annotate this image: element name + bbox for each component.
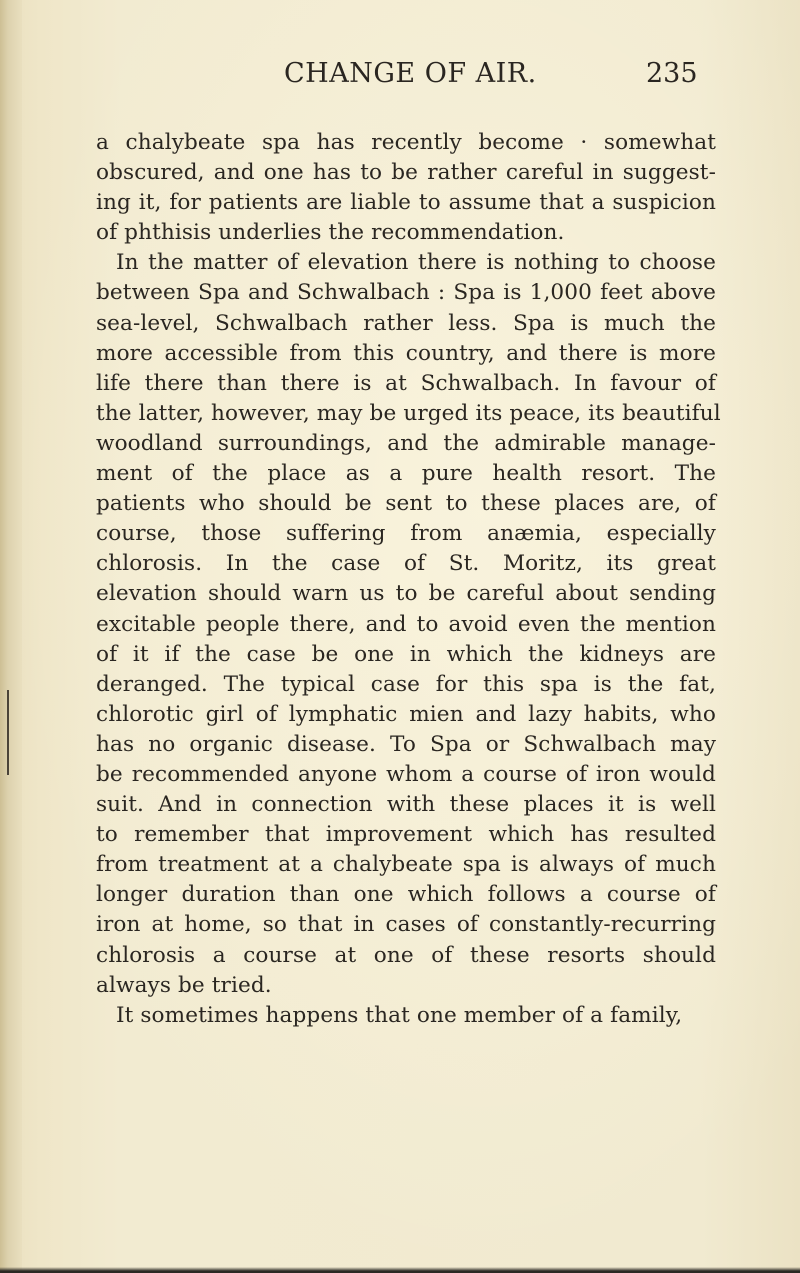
text-line: more accessible from this country, and there is more	[96, 340, 716, 366]
text-line: the latter, however, may be urged its peace, its beautiful	[96, 400, 721, 426]
text-line: deranged. The typical case for this spa is the fat,	[96, 671, 716, 697]
text-line: woodland surroundings, and the admirable manage-	[96, 430, 716, 456]
running-title: CHANGE OF AIR.	[284, 58, 537, 89]
text-line: be recommended anyone whom a course of iron would	[96, 761, 716, 787]
page-bottom-edge	[0, 1267, 800, 1273]
text-line: patients who should be sent to these places are, of	[96, 491, 716, 517]
spine-mark	[7, 690, 9, 775]
text-line: life there than there is at Schwalbach. In favour of	[96, 370, 716, 396]
text-line: In the matter of elevation there is nothing to choose	[116, 250, 716, 276]
text-line: a chalybeate spa has recently become · somewhat	[96, 130, 716, 155]
text-line: chlorosis. In the case of St. Moritz, its great	[96, 551, 716, 577]
text-line: course, those suffering from anæmia, especially	[96, 521, 716, 547]
text-line: of phthisis underlies the recommendation.	[96, 220, 565, 246]
page-header	[0, 58, 800, 98]
page-number: 235	[646, 58, 698, 89]
text-line: between Spa and Schwalbach : Spa is 1,000 feet above	[96, 280, 716, 306]
text-line: longer duration than one which follows a course of	[96, 882, 716, 908]
text-line: sea-level, Schwalbach rather less. Spa is much the	[96, 310, 716, 336]
text-line: excitable people there, and to avoid even the mention	[96, 611, 716, 637]
text-line: to remember that improvement which has resulted	[96, 822, 716, 848]
text-line: ing it, for patients are liable to assume that a suspicion	[96, 190, 716, 216]
text-line: iron at home, so that in cases of constantly-recurring	[96, 912, 716, 938]
text-line: ment of the place as a pure health resort. The	[96, 461, 716, 487]
book-spine-shadow	[0, 0, 22, 1273]
text-line: has no organic disease. To Spa or Schwalbach may	[96, 731, 716, 757]
text-line: obscured, and one has to be rather careful in suggest-	[96, 160, 716, 186]
body-text	[96, 128, 721, 1031]
text-line: from treatment at a chalybeate spa is always of much	[96, 852, 716, 878]
text-line: of it if the case be one in which the kidneys are	[96, 641, 716, 667]
text-line: chlorotic girl of lymphatic mien and lazy habits, who	[96, 701, 716, 727]
text-line: suit. And in connection with these places it is well	[96, 792, 716, 818]
text-line: It sometimes happens that one member of a family,	[116, 1002, 683, 1028]
text-line: always be tried.	[96, 972, 272, 998]
text-line: chlorosis a course at one of these resorts should	[96, 942, 716, 968]
text-line: elevation should warn us to be careful about sending	[96, 581, 716, 607]
